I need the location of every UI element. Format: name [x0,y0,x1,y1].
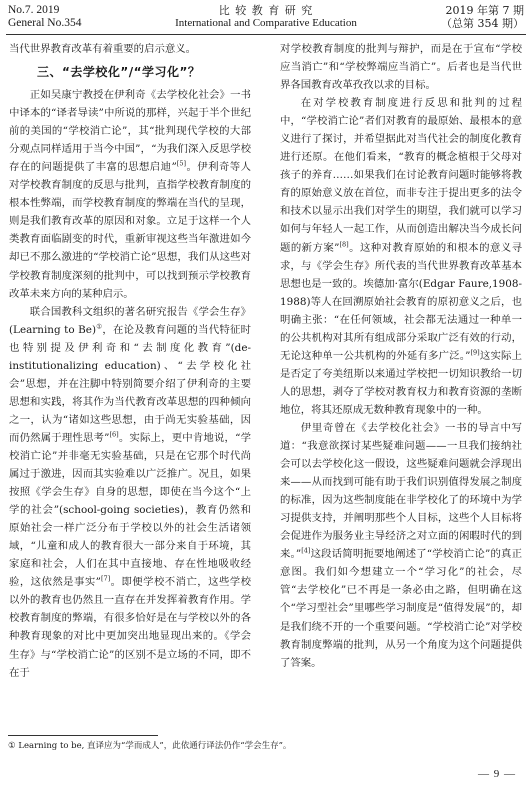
citation: [7] [100,574,111,583]
section-heading: 三、“去学校化”/“学习化”？ [37,65,201,80]
right-column [280,40,522,672]
citation: [5] [176,159,187,168]
citation: [9] [470,348,480,357]
paragraph-text: 伊里奇曾在《去学校化社会》一书的导言中写道：“我意欲探讨某些疑难问题——一旦我们接纳社会可以去学校化这一假设，这些疑难问题就会浮现出来——从而找到可能有助于我们识别值得发展之制度的标准，因为这些制度能在非学校化了的环境中为学习提供支持，并阐明那些个人目标，这些个人目标将会促进作为服务业主导经济之对立面的闲暇时代的到来。” [280,421,522,561]
left-column [9,40,251,682]
paragraph [280,94,522,419]
paragraph-text: 。伊利奇等人对学校教育制度的反思与批判，直指学校教育制度的根本性弊端，而学校教育制度的弊端在当代的呈现，则是我们教育改革的原因和对象。立足于这样一个人类教育面临剧变的时代，重新审视这些当年激进如今却已不那么激进的“学校消亡论”思想，我们从这些对学校教育制度深刻的批判中，可以找到预示学校教育改革未来方向的某种启示。 [9,161,252,300]
general-number: General No.354 [8,17,82,29]
issue-number: No.7. 2019 [8,4,60,16]
paragraph [9,86,251,303]
paragraph-continuation: 对学校教育制度的批判与辩护，而是在于宣布“学校应当消亡”和“学校弊端应当消亡”。后者也是当代世界各国教育改革孜孜以求的目标。 [280,43,522,92]
page-number: — 9 — [478,768,516,780]
paragraph-text: 这实际上是否定了夸美纽斯以来通过学校把一切知识教给一切人的思想，剥夺了学校对教育权力和教育资源的垄断地位，将其还原成无数种教育现象中的一种。 [280,349,522,416]
citation: [6] [109,430,119,439]
footnote-rule [8,735,158,736]
paragraph-text: 。实际上，更中肯地说，“学校消亡论”并非毫无实验基础，只是在它那个时代尚属过于激进，因而其实验难以广泛推广。况且，如果按照《学会生存》自身的思想，即使在当今这个“上学的社会”(school-going societies)，教育仍然和原始社会一样广泛分布于学校以外的社会生活诸领域，“儿童和成人的教育很大一部分来自于环境，其家庭和社会，人们在其中直接地、存在性地吸收经验，这依然是事实” [9,431,252,589]
citation: [4] [301,546,311,555]
paragraph-continuation: 当代世界教育改革有着重要的启示意义。 [9,43,197,55]
paragraph-text: 。这种对教育原始的和根本的意义寻求，与《学会生存》所代表的当代世界教育改革基本思想也是一致的。埃德加·富尔(Edgar Faure,1908-1988)等人在回溯原始社会教育的原初意义之后，也明确主张：“在任何领域，社会都无法通过一种单一的公共机构对其所有组成部分采取广泛有效的行动，无论这种单一公共机构的外延有多广泛。” [280,241,523,362]
general-number-cn: （总第 354 期） [441,17,524,30]
header-issue-info [8,4,81,30]
issue-number-cn: 2019 年第 7 期 [445,4,524,17]
footnote-marker: ① [96,322,103,331]
paragraph-text: 。即便学校不消亡，这些学校以外的教育也仍然且一直存在并发挥着教育作用。学校教育制度的弊端，有很多恰好是在与学校以外的各种教育现象的对比中更加突出地显现出来的。《学会生存》与“学校消亡论”的区别不是立场的不同，即不在于 [9,576,252,679]
journal-title-cn: 比 较 教 育 研 究 [218,4,314,17]
header-rule [6,34,526,35]
paragraph-text: 在对学校教育制度进行反思和批判的过程中，“学校消亡论”者们对教育的最原始、最根本的意义进行了探讨，并希望据此对当代社会的制度化教育进行还原。在他们看来，“教育的概念植根于父母对孩子的养育……如果我们在讨论教育问题时能够将教育的原始意义放在首位，而非专注于提出更多的法令和技术以显示出我们对学生的期望，我们就可以学习如何与年轻人一起工作，从而创造出解决当今成长问题的新方案” [280,97,522,254]
paragraph [9,303,251,682]
journal-title-en: International and Comparative Education [175,17,357,29]
paragraph [280,419,522,672]
paragraph-text: 联合国教科文组织的著名研究报告《学会生存》(Learning to Be) [9,305,251,336]
footnote: ① Learning to be, 直译应为“学而成人”，此依通行译法仍作“学会生存”。 [8,741,292,751]
citation: [8] [339,240,349,249]
paragraph-text: 这段话简明扼要地阐述了“学校消亡论”的真正意图。我们如今想建立一个“学习化”的社会，尽管“去学校化”已不再是一条必由之路，但明确在这个“学习型社会”里哪些学习制度是“值得发展”的，却是我们绕不开的一个重要问题。“学校消亡论”对学校教育制度弊端的批判，从另一个角度为这个问题提供了答案。 [280,548,522,669]
paragraph-text: ，在论及教育问题的当代特征时也特别提及伊利奇和“去制度化教育”(de-institutionalizing education)、“去学校化社会”思想，并在注脚中特别简要介绍了伊利奇的主要思想和实践，将其作为当代教育改革思想的四种倾向之一，认为“诸如这些思想，由于尚无实验基础，因而仍然属于理性思考” [9,323,252,444]
running-header [0,0,532,40]
paragraph-text: 正如吴康宁教授在伊利奇《去学校化社会》一书中译本的“译者导读”中所说的那样，兴起于半个世纪前的美国的“学校消亡论”，其“批判现代学校的大部分观点同样适用于当今中国”，“为我们深入反思学校存在的问题提供了丰富的思想启迪” [9,89,251,174]
journal-title [150,4,382,30]
header-issue-info-cn [441,4,524,30]
